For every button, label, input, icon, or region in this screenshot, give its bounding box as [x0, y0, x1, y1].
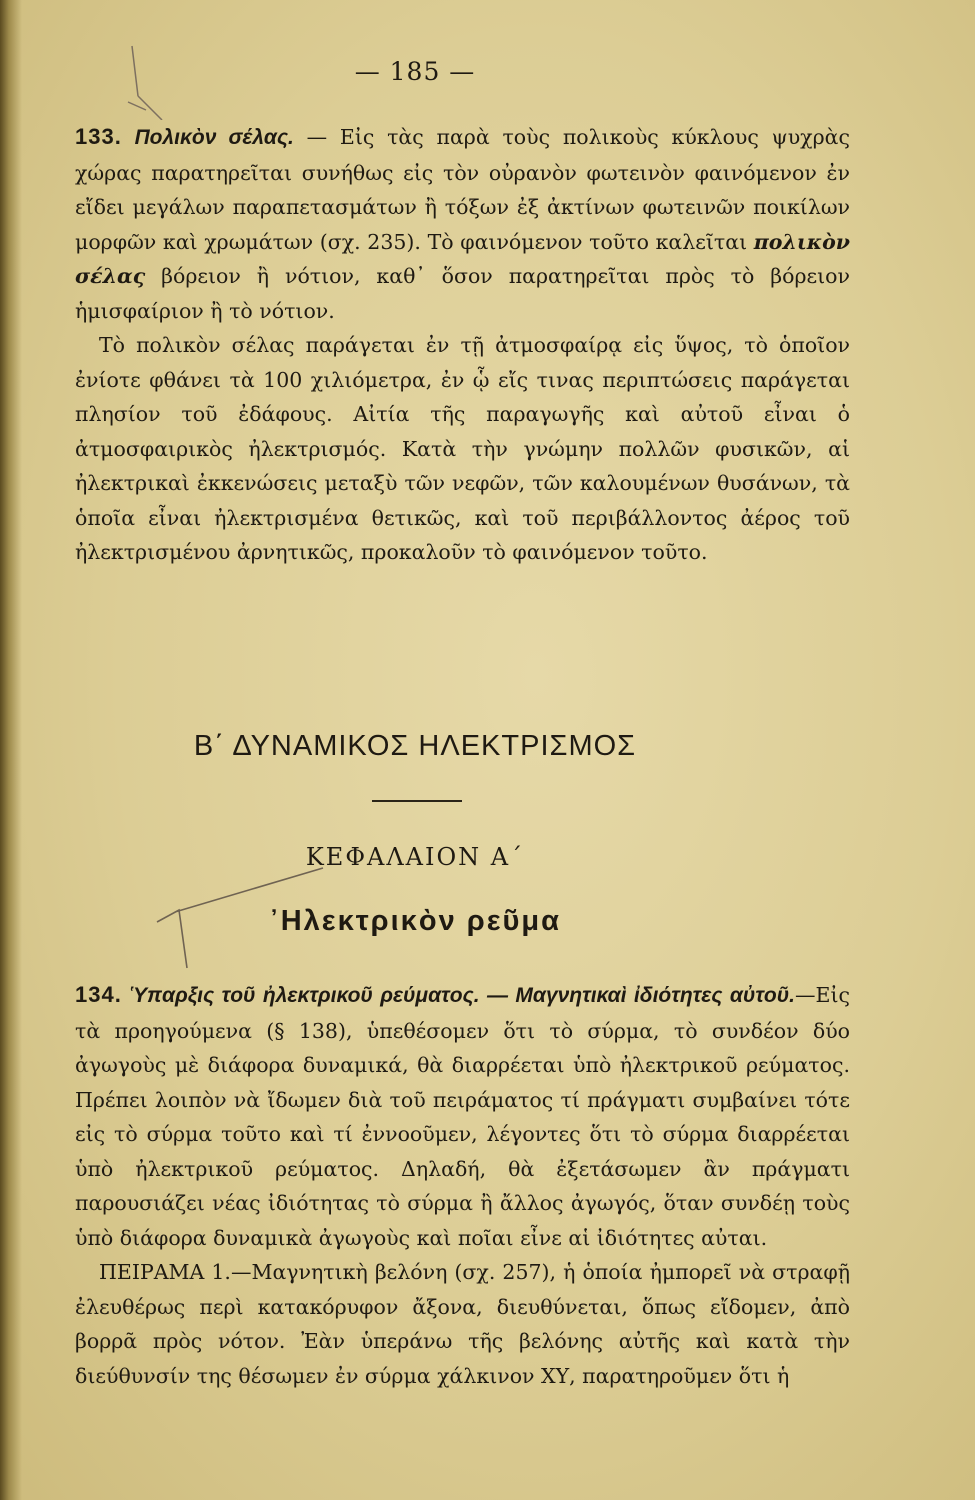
section-133-text-a: ψυχρὰς χώρας παρατηρεῖται συνήθως εἰς τὸν οὐρανὸν φωτεινὸν φαινόμενον ἐν εἴδει μεγάλων παραπετασμάτων ἢ τόξων ἐξ ἀκτίνων φωτεινῶν ποικίλων μορφῶν καὶ χρωμάτων (σχ. 235). Τὸ φαινόμενον τοῦτο καλεῖται: [75, 125, 850, 254]
section-133-text-b: βόρειον ἢ νότιον, καθ᾽ ὅσον παρατηρεῖται πρὸς τὸ βόρειον ἡμισφαίριον ἢ τὸ νότιον.: [75, 264, 850, 323]
section-133-term: πολικὸν σέλας: [75, 229, 850, 288]
section-134-title: Ὑπαρξις τοῦ ἠλεκτρικοῦ ρεύματος. — Μαγνητικαὶ ἰδιότητες αὐτοῦ.: [129, 984, 796, 1007]
section-134-number: 134.: [75, 982, 122, 1007]
section-133-number: 133.: [75, 124, 122, 149]
chapter-heading: ᾿Ηλεκτρικὸν ρεῦμα: [269, 905, 561, 937]
section-134-paragraph-2: ΠΕΙΡΑΜΑ 1.—Μαγνητικὴ βελόνη (σχ. 257), ἡ ὁποία ἠμπορεῖ νὰ στραφῇ ἐλευθέρως περὶ κατακόρυφον ἄξονα, διευθύνεται, ὅπως εἴδομεν, ἀπὸ βορρᾶ πρὸς νότον. Ἐὰν ὑπεράνω τῆς βελόνης αὐτῆς καὶ κατὰ τὴν διεύθυνσίν της θέσωμεν ἐν σύρμα χάλκινον ΧΥ, παρατηροῦμεν ὅτι ἡ: [75, 1260, 850, 1388]
title-divider: [372, 800, 462, 802]
section-133-first-line: — Εἰς τὰς παρὰ τοὺς πολικοὺς κύκλους: [293, 125, 759, 149]
part-title: Β΄ ΔΥΝΑΜΙΚΟΣ ΗΛΕΚΤΡΙΣΜΟΣ: [193, 730, 637, 762]
section-133-title: Πολικὸν σέλας.: [134, 126, 294, 149]
chapter-title: ΚΕΦΑΛΑΙΟΝ Α΄: [305, 843, 525, 871]
section-133-paragraph-2: Τὸ πολικὸν σέλας παράγεται ἐν τῇ ἀτμοσφαίρᾳ εἰς ὕψος, τὸ ὁποῖον ἐνίοτε φθάνει τὰ 100 χιλιόμετρα, ἐν ᾧ εἴς τινας περιπτώσεις παράγεται πλησίον τοῦ ἐδάφους. Αἰτία τῆς παραγωγῆς καὶ αὐτοῦ εἶναι ὁ ἀτμοσφαιρικὸς ἠλεκτρισμός. Κατὰ τὴν γνώμην πολλῶν φυσικῶν, αἱ ἠλεκτρικαὶ ἐκκενώσεις μεταξὺ τῶν νεφῶν, τῶν καλουμένων θυσάνων, τὰ ὁποῖα εἶναι ἠλεκτρισμένα θετικῶς, καὶ τοῦ περιβάλλοντος ἀέρος τοῦ ἠλεκτρισμένου ἀρνητικῶς, προκαλοῦν τὸ φαινόμενον τοῦτο.: [75, 333, 850, 564]
section-134-text-a: —Εἰς τὰ προηγούμενα (§ 138), ὑπεθέσομεν ὅτι τὸ σύρμα, τὸ συνδέον δύο ἀγωγοὺς μὲ διάφορα δυναμικά, θὰ διαρρέεται ὑπὸ ἠλεκτρικοῦ ρεύματος. Πρέπει λοιπὸν νὰ ἴδωμεν διὰ τοῦ πειράματος τί πράγματι συμβαίνει τότε εἰς τὸ σύρμα τοῦτο καὶ τί ἐννοοῦμεν, λέγοντες ὅτι τὸ σύρμα διαρρέεται ὑπὸ ἠλεκτρικοῦ ρεύματος. Δηλαδή, θὰ ἐξετάσωμεν ἂν πράγματι παρουσιάζει νέας ἰδιότητας τὸ σύρμα ἢ ἄλλος ἀγωγός, ὅταν συνδέῃ τοὺς ὑπὸ διάφορα δυναμικὰ ἀγωγοὺς καὶ ποῖαι εἶνε αἱ ἰδιότητες αὐται.: [75, 983, 850, 1250]
section-133: [75, 120, 850, 570]
section-134: [75, 978, 850, 1393]
page-number: — 185 —: [354, 57, 476, 86]
